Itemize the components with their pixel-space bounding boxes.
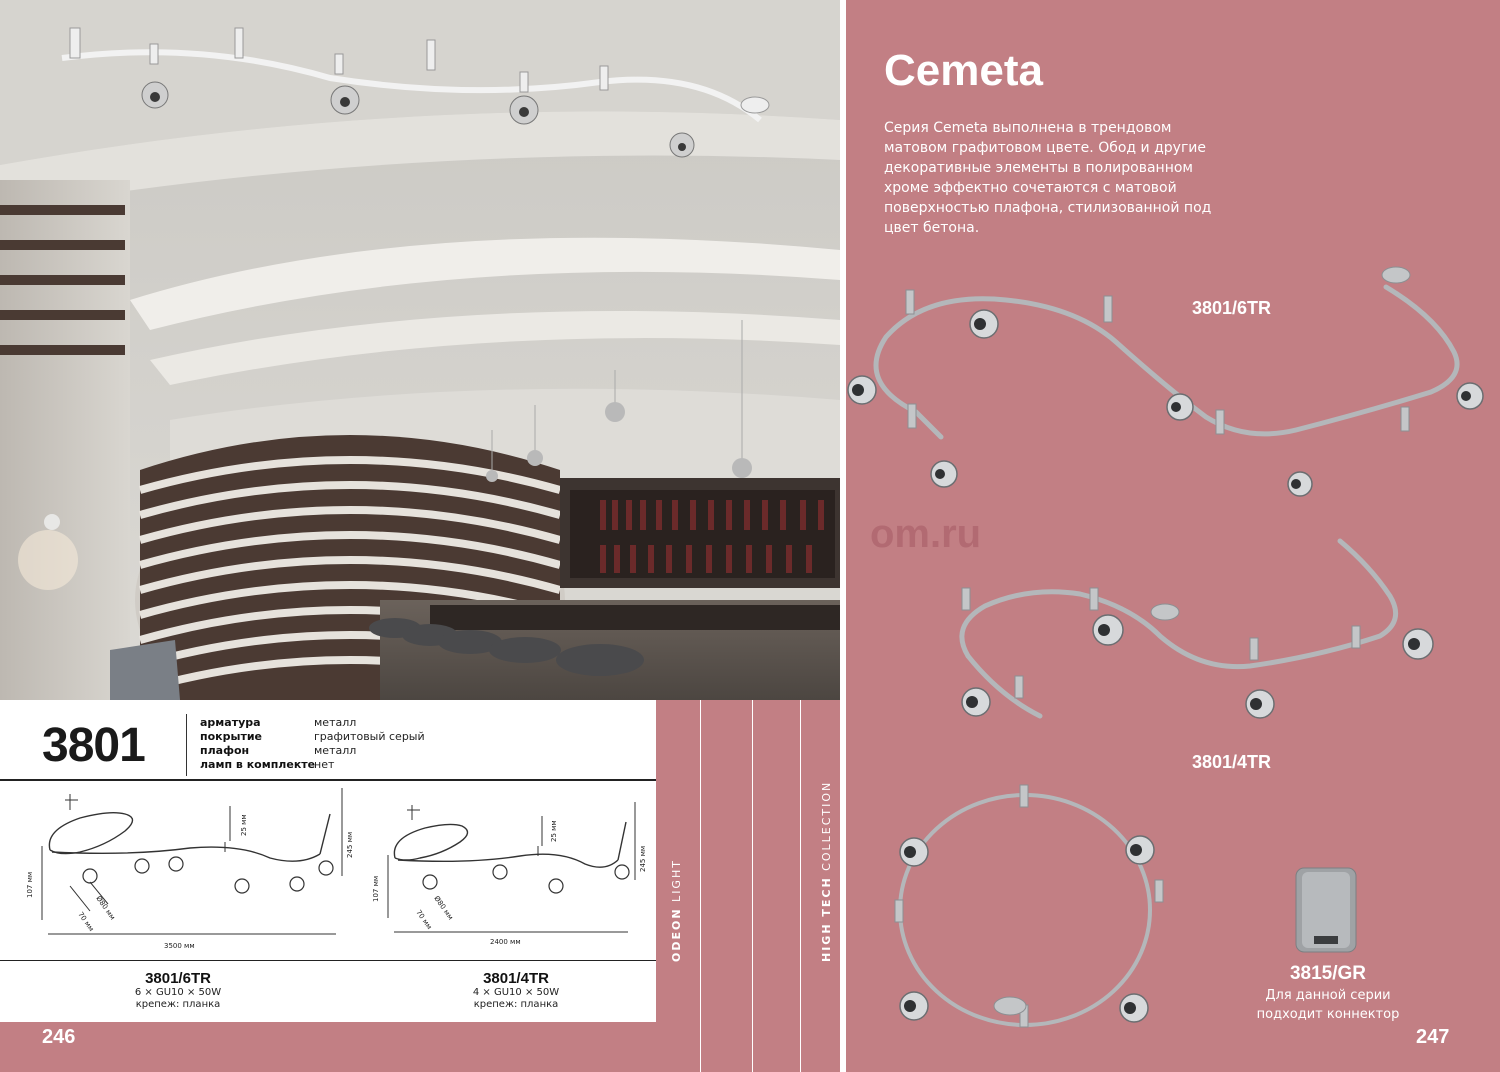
series-description: Серия Cemeta выполнена в трендовом матовом графитовом цвете. Обод и другие декоративные элементы в полированном хроме эффектно сочетаются с матовой поверхностью плафона, стилизованной под цвет бетона. — [884, 120, 1212, 236]
dim-diameter: Ø80 мм — [432, 894, 455, 922]
connector-line1: Для данной серии — [1265, 988, 1391, 1003]
series-title: Cemeta — [884, 46, 1043, 95]
model-caption-4tr — [456, 970, 576, 1011]
interior-illustration — [0, 0, 840, 700]
dim-offset: 70 мм — [414, 908, 434, 931]
spec-value: металл — [314, 716, 357, 729]
dim-diameter: Ø80 мм — [94, 894, 117, 922]
connector-caption — [1230, 962, 1426, 1024]
dim-drop: 25 мм — [240, 814, 248, 836]
spec-key: плафон — [200, 744, 250, 757]
spec-key: покрытие — [200, 730, 262, 743]
spec-value: нет — [314, 758, 335, 771]
dim-length: 2400 мм — [490, 938, 521, 945]
product-label: 3801/4TR — [1192, 752, 1272, 772]
spec-divider — [186, 714, 187, 776]
model-code: 3801/6TR — [145, 970, 211, 987]
product-image-ring — [880, 780, 1180, 1040]
spec-value: металл — [314, 744, 357, 757]
product-image-6tr — [846, 262, 1500, 502]
spec-value: графитовый серый — [314, 730, 425, 743]
collection-bold: HIGH TECH — [820, 876, 833, 962]
dim-length: 3500 мм — [164, 942, 195, 950]
page-gutter — [840, 0, 846, 1072]
connector-image — [1288, 864, 1368, 956]
spec-panel — [0, 700, 656, 1022]
product-image-4tr — [940, 526, 1450, 726]
series-number: 3801 — [42, 719, 145, 772]
stripe-line — [752, 700, 753, 1072]
dim-left-height: 107 мм — [372, 875, 380, 902]
dim-drop: 25 мм — [550, 820, 558, 842]
stripe-line — [700, 700, 701, 1072]
model-mount: крепеж: планка — [135, 999, 221, 1010]
dim-left-height: 107 мм — [26, 871, 34, 898]
model-code: 3801/4TR — [483, 970, 549, 987]
dim-height: 245 мм — [639, 845, 647, 872]
technical-drawing-6tr — [20, 786, 360, 951]
collection-vertical — [820, 781, 833, 962]
stripe-line — [800, 700, 801, 1072]
watermark-text: om.ru — [870, 512, 982, 556]
brand-light: LIGHT — [670, 859, 683, 902]
spec-divider-line — [0, 779, 656, 781]
spec-key: ламп в комплекте — [200, 758, 316, 771]
dim-height: 245 мм — [346, 831, 354, 858]
model-mount: крепеж: планка — [473, 999, 559, 1010]
page-number-right: 247 — [1416, 1026, 1450, 1048]
spec-key: арматура — [200, 716, 261, 729]
brand-vertical — [670, 859, 683, 962]
model-lamps: 6 × GU10 × 50W — [134, 987, 222, 998]
caption-divider — [0, 960, 656, 961]
technical-drawing-4tr — [370, 800, 650, 945]
page-number-left: 246 — [42, 1026, 76, 1048]
connector-line2: подходит коннектор — [1256, 1007, 1400, 1022]
collection-light: COLLECTION — [820, 780, 833, 871]
model-caption-6tr — [118, 970, 238, 1011]
connector-model: 3815/GR — [1289, 963, 1367, 984]
product-label: 3801/6TR — [1192, 298, 1272, 318]
dim-offset: 70 мм — [76, 910, 96, 933]
model-lamps: 4 × GU10 × 50W — [472, 987, 560, 998]
interior-photo — [0, 0, 840, 700]
brand-bold: ODEON — [670, 907, 683, 962]
